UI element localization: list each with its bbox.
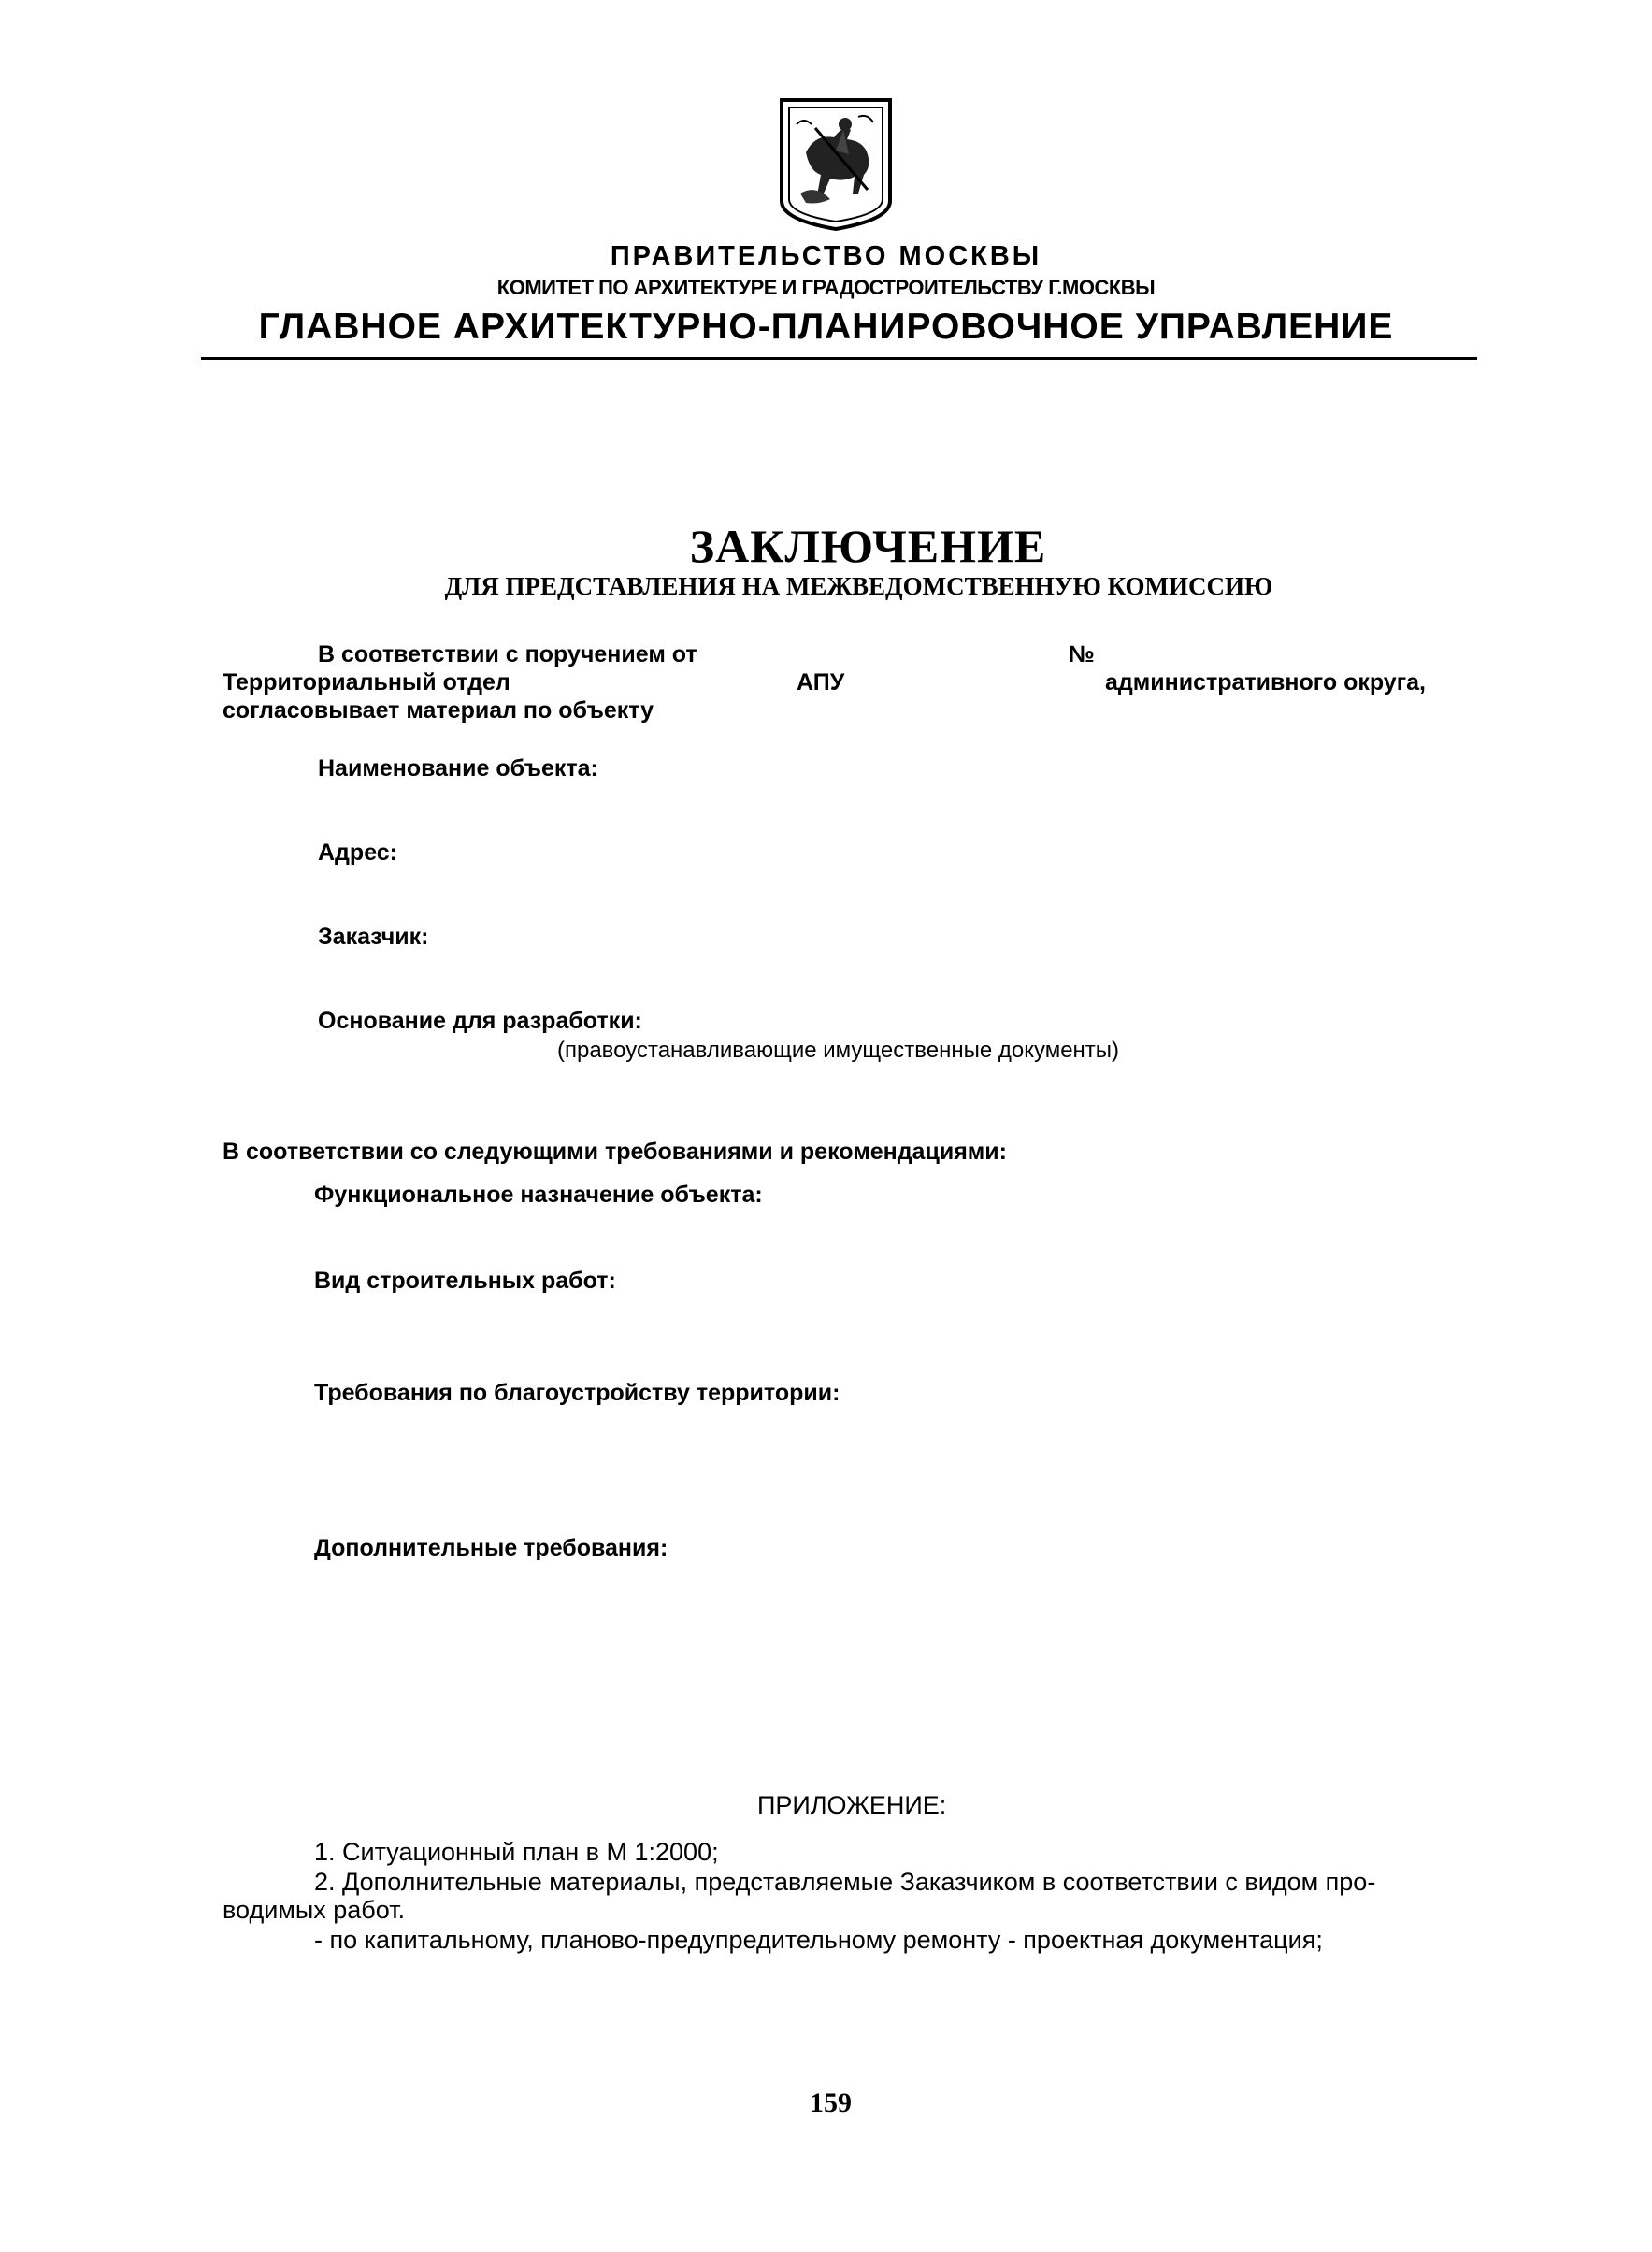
moscow-coat-of-arms-icon	[778, 96, 894, 233]
requirements-heading: В соответствии со следующими требованиями и рекомендациями:	[223, 1139, 1007, 1165]
field-basis-note: (правоустанавливающие имущественные документы)	[557, 1038, 1120, 1063]
field-basis: Основание для разработки:	[318, 1008, 642, 1034]
page-number: 159	[810, 2087, 852, 2118]
requirement-landscaping: Требования по благоустройству территории:	[314, 1380, 840, 1406]
field-customer: Заказчик:	[318, 924, 429, 950]
appendix-item-2: 2. Дополнительные материалы, представляемые Заказчиком в соответствии с видом про-	[314, 1868, 1376, 1896]
intro-agrees: согласовывает материал по объекту	[223, 697, 654, 724]
intro-district: административного округа,	[1105, 669, 1426, 696]
appendix-heading: ПРИЛОЖЕНИЕ:	[757, 1791, 947, 1819]
appendix-item-1: 1. Ситуационный план в М 1:2000;	[314, 1838, 719, 1866]
appendix-item-2-cont: водимых работ.	[223, 1896, 406, 1924]
document-subtitle: ДЛЯ ПРЕДСТАВЛЕНИЯ НА МЕЖВЕДОМСТВЕННУЮ КОМИССИЮ	[444, 572, 1273, 600]
department-title: ГЛАВНОЕ АРХИТЕКТУРНО-ПЛАНИРОВОЧНОЕ УПРАВЛЕНИЕ	[258, 307, 1394, 347]
government-title: ПРАВИТЕЛЬСТВО МОСКВЫ	[610, 241, 1042, 271]
intro-number-sign: №	[1069, 641, 1095, 667]
intro-apu: АПУ	[797, 669, 845, 696]
header-divider	[201, 357, 1477, 360]
intro-assignment: В соответствии с поручением от	[318, 641, 697, 667]
field-object-name: Наименование объекта:	[318, 755, 598, 782]
appendix-item-3: - по капитальному, планово-предупредительному ремонту - проектная документация;	[314, 1926, 1323, 1954]
intro-territorial-dept: Территориальный отдел	[223, 669, 510, 696]
field-address: Адрес:	[318, 839, 397, 866]
document-title: ЗАКЛЮЧЕНИЕ	[689, 520, 1047, 572]
requirement-works: Вид строительных работ:	[314, 1268, 616, 1294]
requirement-functional: Функциональное назначение объекта:	[314, 1182, 763, 1208]
committee-title: КОМИТЕТ ПО АРХИТЕКТУРЕ И ГРАДОСТРОИТЕЛЬСТВУ Г.МОСКВЫ	[496, 276, 1156, 299]
requirement-additional: Дополнительные требования:	[314, 1535, 668, 1561]
